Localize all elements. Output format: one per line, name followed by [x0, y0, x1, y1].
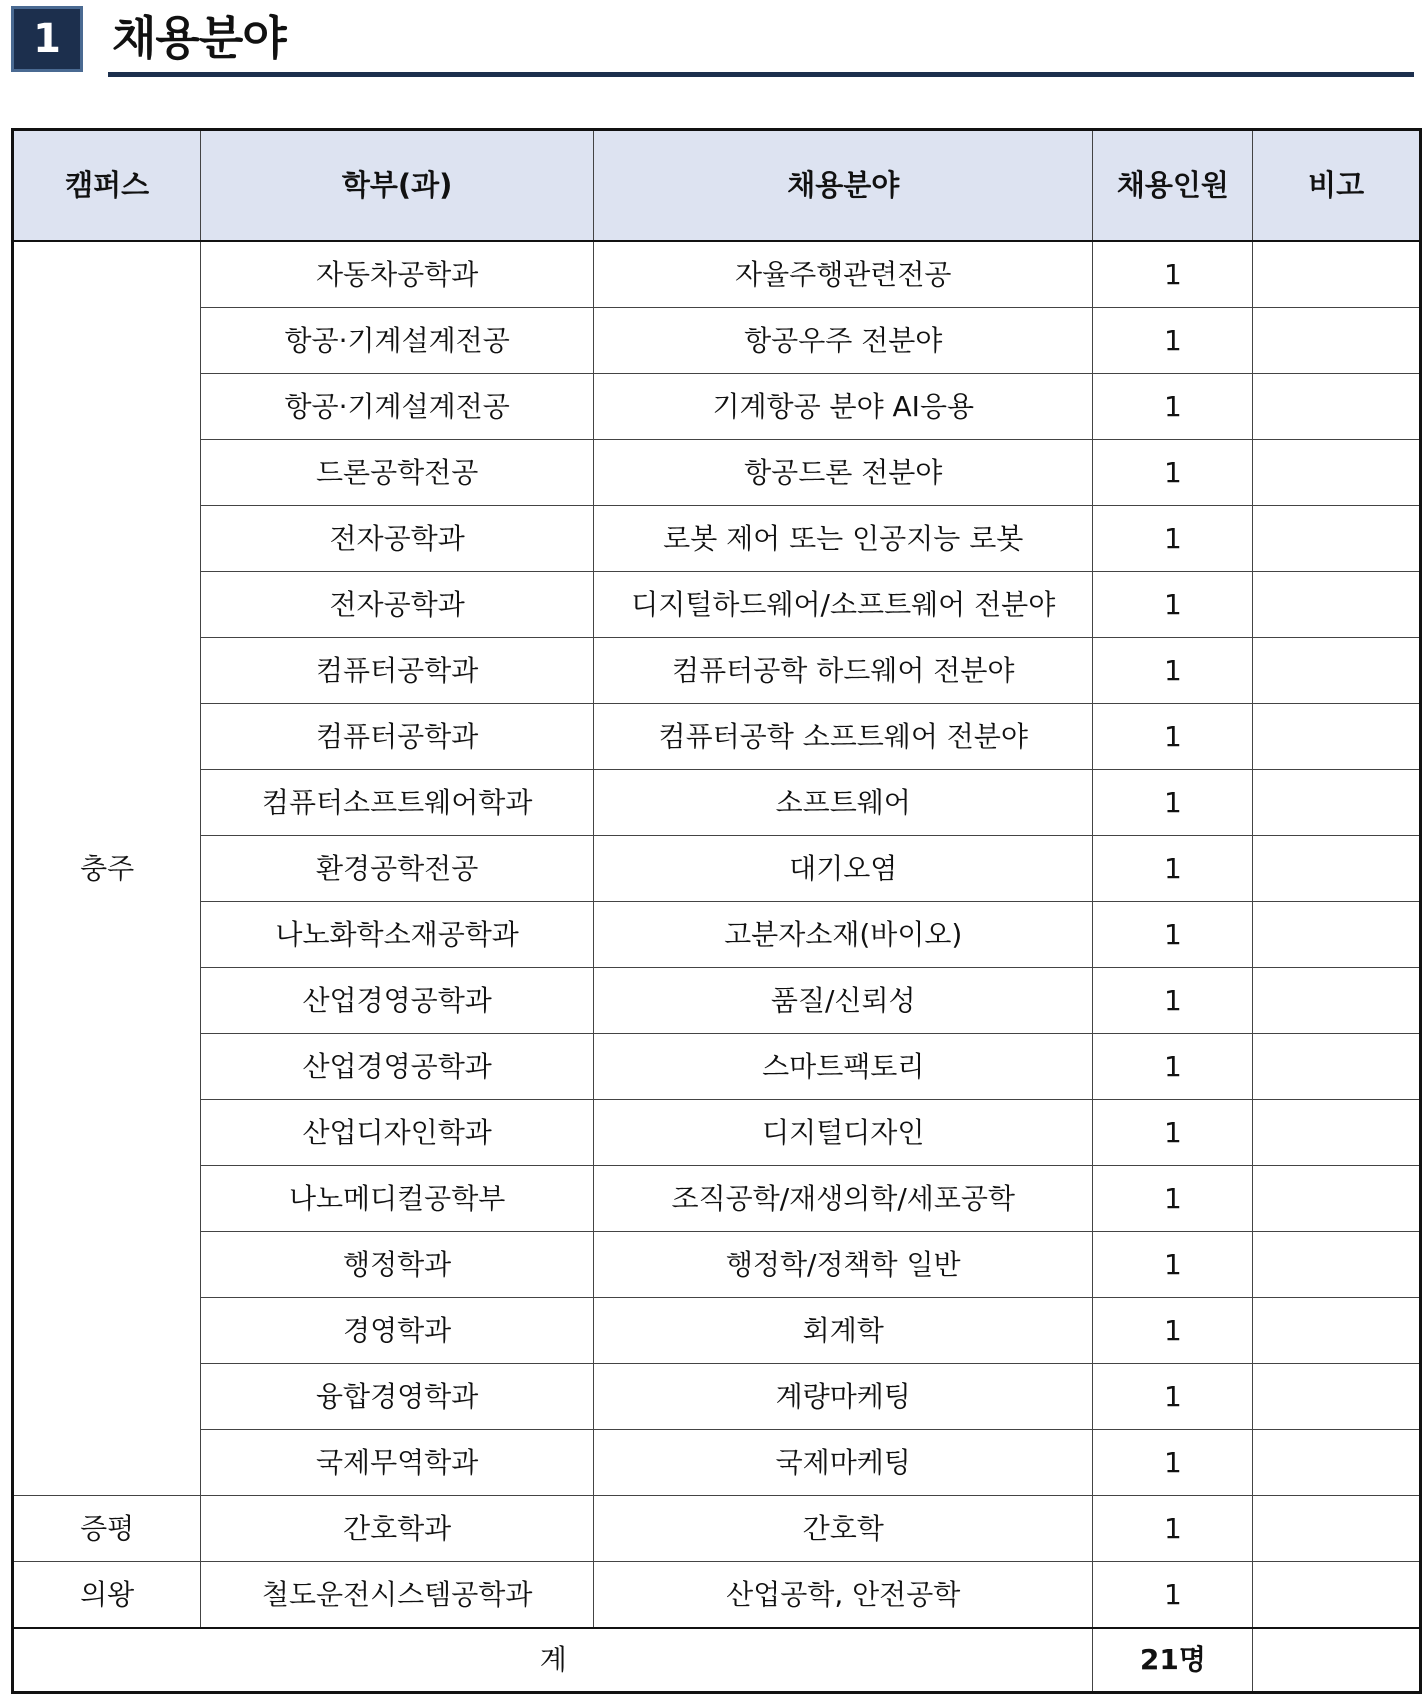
note-cell: [1253, 836, 1421, 902]
department-cell: 융합경영학과: [201, 1364, 594, 1430]
field-cell: 국제마케팅: [594, 1430, 1093, 1496]
department-cell: 국제무역학과: [201, 1430, 594, 1496]
table-row: [13, 374, 1421, 440]
table-row: [13, 704, 1421, 770]
note-cell: [1253, 1034, 1421, 1100]
field-cell: 행정학/정책학 일반: [594, 1232, 1093, 1298]
table-body: [13, 241, 1421, 1628]
field-cell: 스마트팩토리: [594, 1034, 1093, 1100]
section-title: 채용분야: [112, 11, 286, 65]
field-cell: 대기오염: [594, 836, 1093, 902]
field-cell: 조직공학/재생의학/세포공학: [594, 1166, 1093, 1232]
note-cell: [1253, 902, 1421, 968]
count-cell: 1: [1093, 1166, 1253, 1232]
total-count: 21명: [1093, 1628, 1253, 1693]
note-cell: [1253, 308, 1421, 374]
total-note: [1253, 1628, 1421, 1693]
department-cell: 전자공학과: [201, 572, 594, 638]
note-cell: [1253, 770, 1421, 836]
table-row: [13, 1166, 1421, 1232]
department-cell: 나노화학소재공학과: [201, 902, 594, 968]
note-cell: [1253, 1100, 1421, 1166]
department-cell: 철도운전시스템공학과: [201, 1562, 594, 1629]
section-title-underline: [108, 72, 1414, 77]
campus-cell: 의왕: [13, 1562, 201, 1629]
department-cell: 나노메디컬공학부: [201, 1166, 594, 1232]
count-cell: 1: [1093, 308, 1253, 374]
note-cell: [1253, 241, 1421, 308]
department-cell: 드론공학전공: [201, 440, 594, 506]
department-cell: 경영학과: [201, 1298, 594, 1364]
count-cell: 1: [1093, 374, 1253, 440]
field-cell: 디지털디자인: [594, 1100, 1093, 1166]
field-cell: 항공우주 전분야: [594, 308, 1093, 374]
count-cell: 1: [1093, 241, 1253, 308]
note-cell: [1253, 704, 1421, 770]
count-cell: 1: [1093, 1562, 1253, 1629]
field-cell: 간호학: [594, 1496, 1093, 1562]
department-cell: 컴퓨터공학과: [201, 638, 594, 704]
section-header: [11, 6, 1414, 78]
note-cell: [1253, 1232, 1421, 1298]
table-header-row: [13, 130, 1421, 242]
section-number-badge: [11, 6, 83, 72]
field-cell: 산업공학, 안전공학: [594, 1562, 1093, 1629]
table-row: [13, 572, 1421, 638]
department-cell: 산업경영공학과: [201, 968, 594, 1034]
count-cell: 1: [1093, 440, 1253, 506]
field-cell: 회계학: [594, 1298, 1093, 1364]
field-cell: 디지털하드웨어/소프트웨어 전분야: [594, 572, 1093, 638]
count-cell: 1: [1093, 704, 1253, 770]
note-cell: [1253, 1298, 1421, 1364]
department-cell: 컴퓨터공학과: [201, 704, 594, 770]
table-row: [13, 506, 1421, 572]
note-cell: [1253, 506, 1421, 572]
count-cell: 1: [1093, 1364, 1253, 1430]
department-cell: 항공·기계설계전공: [201, 374, 594, 440]
header-field: 채용분야: [594, 130, 1093, 242]
table-row: [13, 1034, 1421, 1100]
header-campus: 캠퍼스: [13, 130, 201, 242]
header-note: 비고: [1253, 130, 1421, 242]
table-row: [13, 1562, 1421, 1629]
note-cell: [1253, 440, 1421, 506]
header-department: 학부(과): [201, 130, 594, 242]
count-cell: 1: [1093, 638, 1253, 704]
table-row: [13, 241, 1421, 308]
count-cell: 1: [1093, 572, 1253, 638]
count-cell: 1: [1093, 1034, 1253, 1100]
count-cell: 1: [1093, 1232, 1253, 1298]
field-cell: 품질/신뢰성: [594, 968, 1093, 1034]
field-cell: 기계항공 분야 AI응용: [594, 374, 1093, 440]
count-cell: 1: [1093, 770, 1253, 836]
table-row: [13, 1430, 1421, 1496]
count-cell: 1: [1093, 902, 1253, 968]
department-cell: 행정학과: [201, 1232, 594, 1298]
note-cell: [1253, 1496, 1421, 1562]
field-cell: 소프트웨어: [594, 770, 1093, 836]
table-row: [13, 440, 1421, 506]
count-cell: 1: [1093, 1298, 1253, 1364]
note-cell: [1253, 1562, 1421, 1629]
total-row: [13, 1628, 1421, 1693]
department-cell: 간호학과: [201, 1496, 594, 1562]
campus-cell: 충주: [13, 241, 201, 1496]
department-cell: 전자공학과: [201, 506, 594, 572]
department-cell: 산업디자인학과: [201, 1100, 594, 1166]
department-cell: 컴퓨터소프트웨어학과: [201, 770, 594, 836]
table-row: [13, 770, 1421, 836]
table-row: [13, 638, 1421, 704]
field-cell: 계량마케팅: [594, 1364, 1093, 1430]
count-cell: 1: [1093, 1100, 1253, 1166]
table-row: [13, 1496, 1421, 1562]
field-cell: 항공드론 전분야: [594, 440, 1093, 506]
count-cell: 1: [1093, 506, 1253, 572]
count-cell: 1: [1093, 968, 1253, 1034]
table-row: [13, 836, 1421, 902]
recruitment-table: [11, 128, 1422, 1694]
note-cell: [1253, 1430, 1421, 1496]
note-cell: [1253, 1166, 1421, 1232]
department-cell: 산업경영공학과: [201, 1034, 594, 1100]
field-cell: 로봇 제어 또는 인공지능 로봇: [594, 506, 1093, 572]
total-label: 계: [13, 1628, 1093, 1693]
field-cell: 고분자소재(바이오): [594, 902, 1093, 968]
field-cell: 자율주행관련전공: [594, 241, 1093, 308]
table-row: [13, 1298, 1421, 1364]
count-cell: 1: [1093, 836, 1253, 902]
note-cell: [1253, 572, 1421, 638]
note-cell: [1253, 374, 1421, 440]
department-cell: 자동차공학과: [201, 241, 594, 308]
table-row: [13, 902, 1421, 968]
table-row: [13, 968, 1421, 1034]
field-cell: 컴퓨터공학 소프트웨어 전분야: [594, 704, 1093, 770]
header-count: 채용인원: [1093, 130, 1253, 242]
table-row: [13, 1364, 1421, 1430]
count-cell: 1: [1093, 1496, 1253, 1562]
table-row: [13, 308, 1421, 374]
note-cell: [1253, 968, 1421, 1034]
table-row: [13, 1100, 1421, 1166]
campus-cell: 증평: [13, 1496, 201, 1562]
section-number: 1: [33, 16, 61, 62]
note-cell: [1253, 1364, 1421, 1430]
department-cell: 환경공학전공: [201, 836, 594, 902]
table-row: [13, 1232, 1421, 1298]
field-cell: 컴퓨터공학 하드웨어 전분야: [594, 638, 1093, 704]
note-cell: [1253, 638, 1421, 704]
count-cell: 1: [1093, 1430, 1253, 1496]
department-cell: 항공·기계설계전공: [201, 308, 594, 374]
